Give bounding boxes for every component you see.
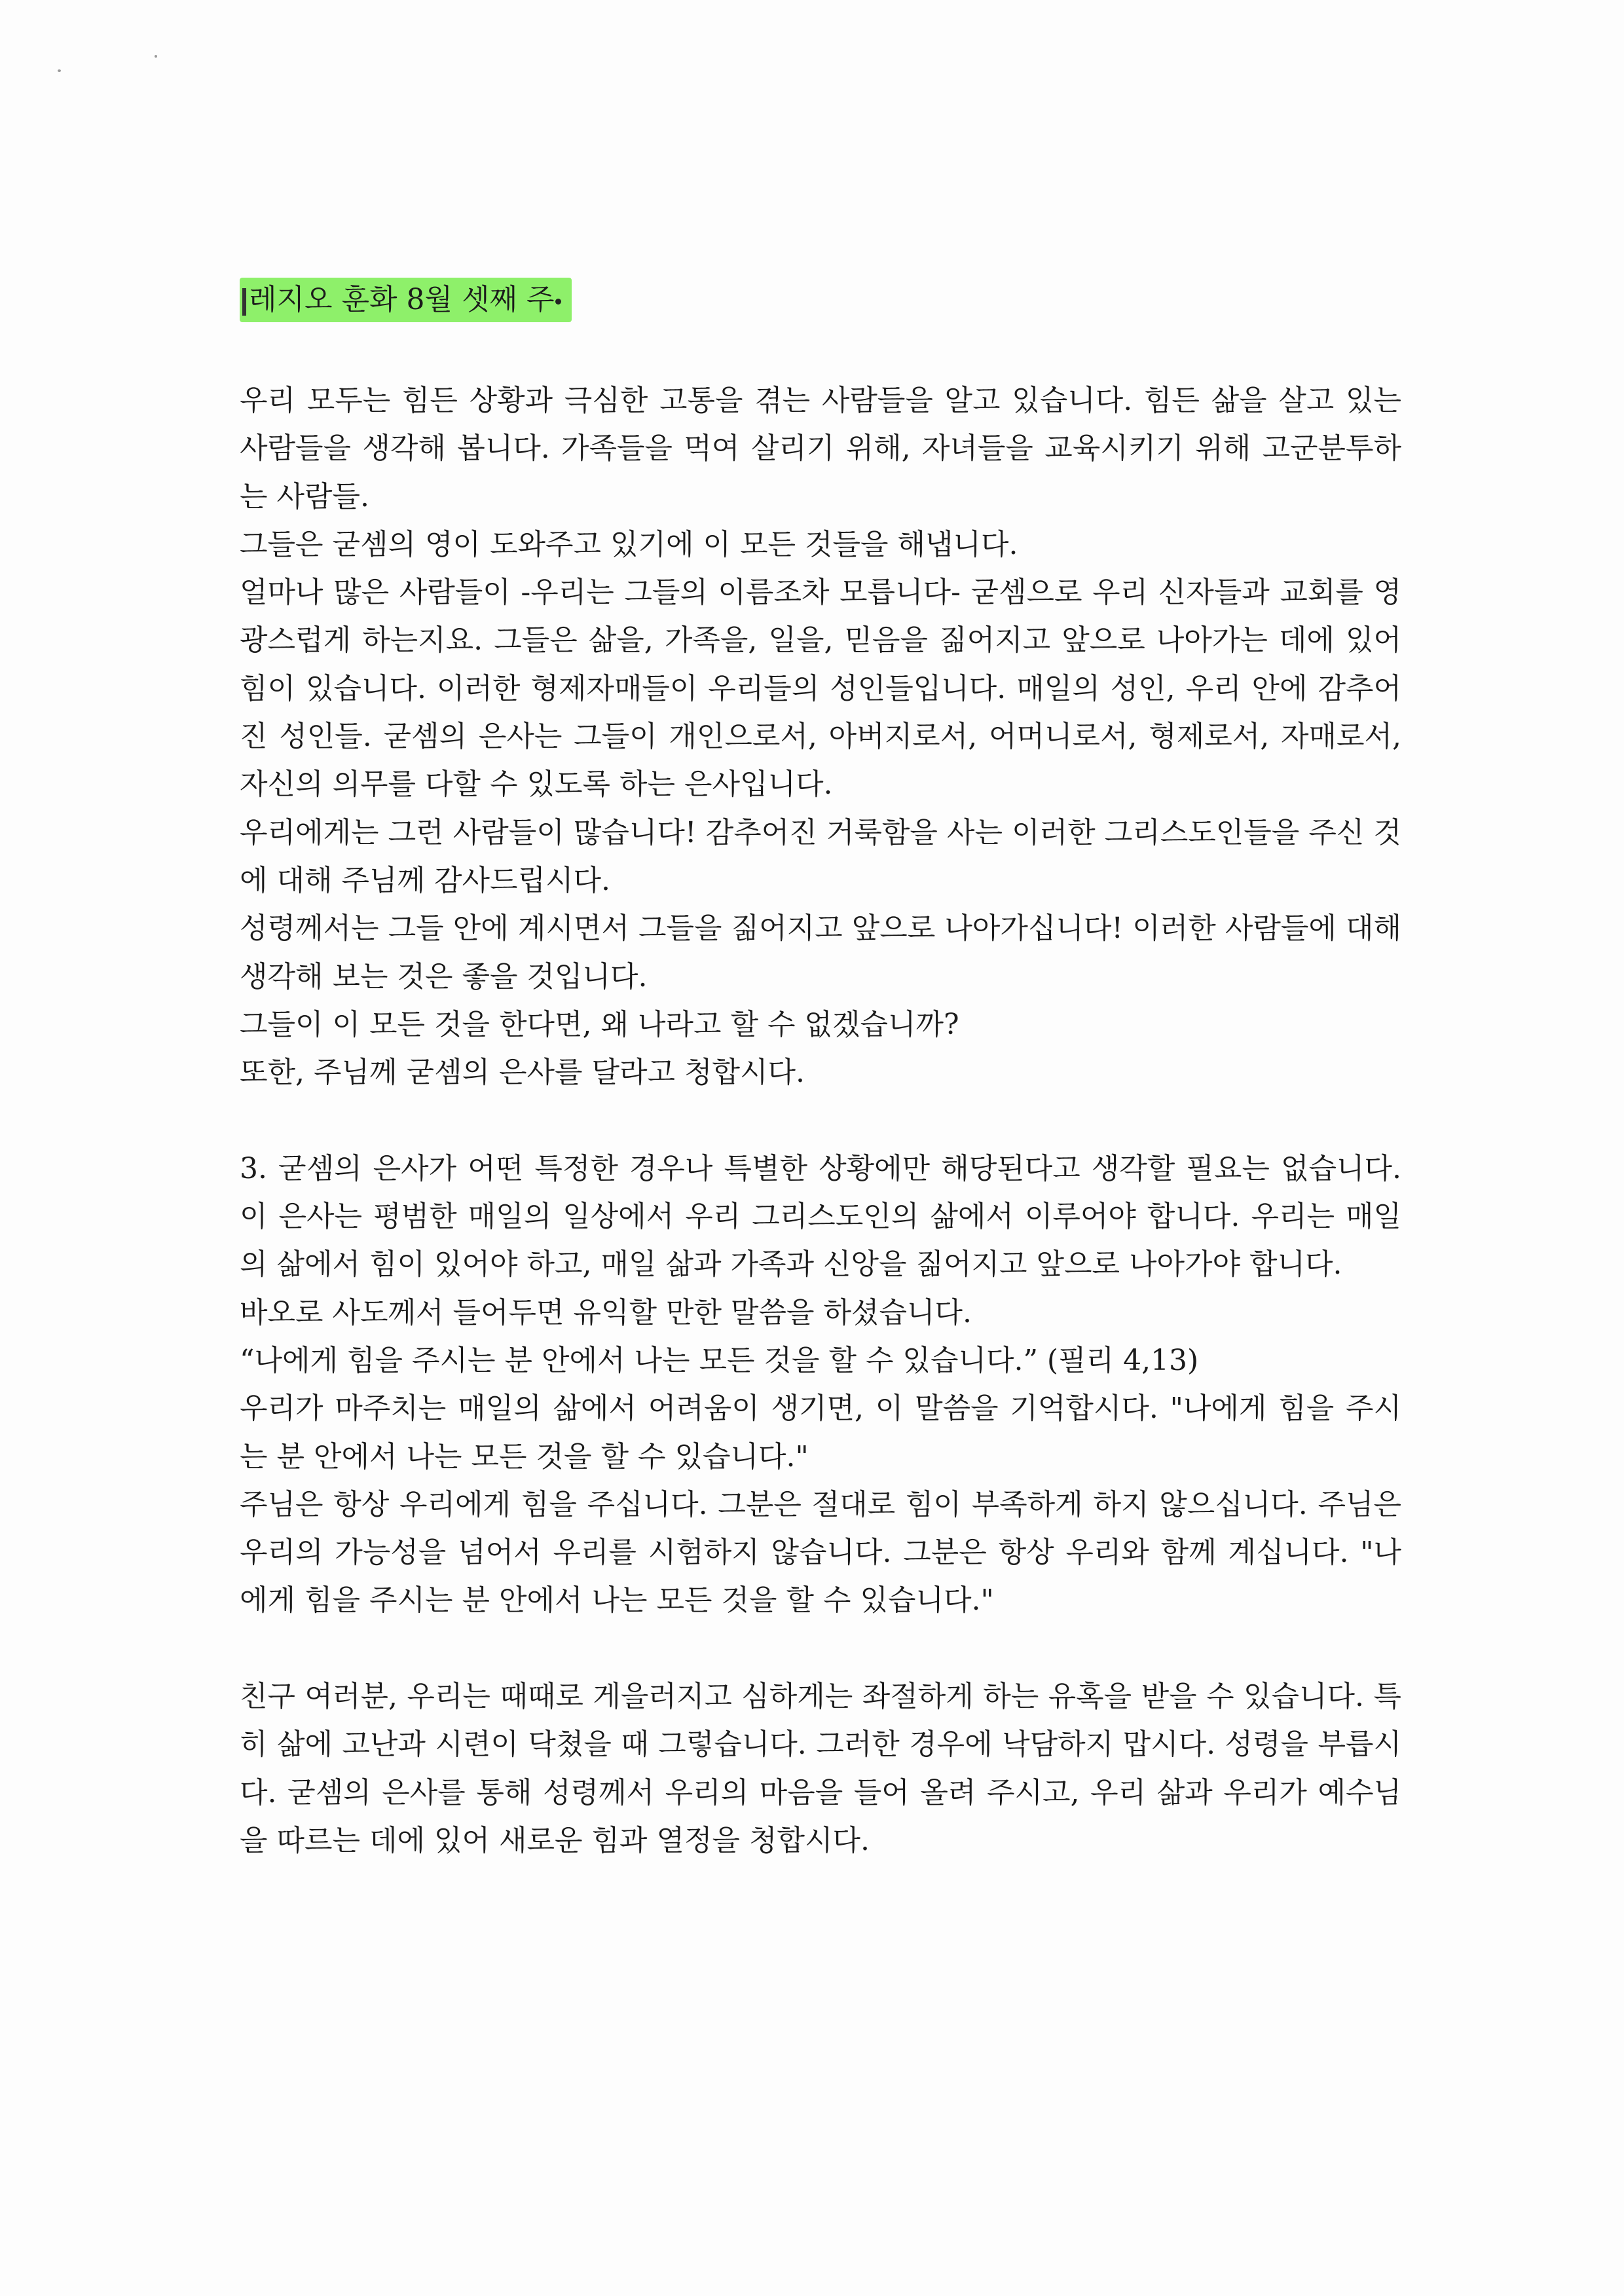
paragraph: 성령께서는 그들 안에 계시면서 그들을 짊어지고 앞으로 나아가십니다! 이러한 사람들에 대해 생각해 보는 것은 좋을 것입니다. — [240, 912, 1401, 993]
paragraph: 얼마나 많은 사람들이 -우리는 그들의 이름조차 모릅니다- 굳셈으로 우리 신자들과 교회를 영광스럽게 하는지요. 그들은 삶을, 가족을, 일을, 믿음을 짊어지고 앞으로 나아가는 데에 있어 힘이 있습니다. 이러한 형제자매들이 우리들의 성인들입니다. 매일의 성인, 우리 안에 감추어진 성인들. 굳셈의 은사는 그들이 개인으로서, 아버지로서, 어머니로서, 형제로서, 자매로서, 자신의 의무를 다할 수 있도록 하는 은사입니다. — [240, 576, 1401, 802]
paragraph: 친구 여러분, 우리는 때때로 게을러지고 심하게는 좌절하게 하는 유혹을 받을 수 있습니다. 특히 삶에 고난과 시련이 닥쳤을 때 그렇습니다. 그러한 경우에 낙담하지 맙시다. 성령을 부릅시다. 굳셈의 은사를 통해 성령께서 우리의 마음을 들어 올려 주시고, 우리 삶과 우리가 예수님을 따르는 데에 있어 새로운 힘과 열정을 청합시다. — [240, 1680, 1402, 1857]
scan-speck — [58, 69, 61, 72]
paragraph: 우리 모두는 힘든 상황과 극심한 고통을 겪는 사람들을 알고 있습니다. 힘든 삶을 살고 있는 사람들을 생각해 봅니다. 가족들을 먹여 살리기 위해, 자녀들을 교육시키기 위해 고군분투하는 사람들. — [240, 384, 1401, 513]
paragraph: 3. 굳셈의 은사가 어떤 특정한 경우나 특별한 상황에만 해당된다고 생각할 필요는 없습니다. 이 은사는 평범한 매일의 일상에서 우리 그리스도인의 삶에서 이루어야 합니다. 우리는 매일의 삶에서 힘이 있어야 하고, 매일 삶과 가족과 신앙을 짊어지고 앞으로 나아가야 합니다. — [240, 1151, 1401, 1282]
highlighted-title — [240, 278, 572, 322]
paragraph: 그들이 이 모든 것을 한다면, 왜 나라고 할 수 없겠습니까? — [240, 1007, 959, 1041]
paragraph: 또한, 주님께 굳셈의 은사를 달라고 청합시다. — [240, 1056, 805, 1090]
title-text: 레지오 훈화 8월 셋째 주 — [249, 283, 555, 316]
dot-mark-icon — [555, 299, 561, 305]
paragraph: 바오로 사도께서 들어두면 유익할 만한 말씀을 하셨습니다. — [240, 1295, 972, 1329]
paragraph: 우리에게는 그런 사람들이 많습니다! 감추어진 거룩함을 사는 이러한 그리스도인들을 주신 것에 대해 주님께 감사드립시다. — [240, 815, 1401, 897]
bracket-mark-icon — [242, 288, 246, 316]
paragraph: 주님은 항상 우리에게 힘을 주십니다. 그분은 절대로 힘이 부족하게 하지 않으십니다. 주님은 우리의 가능성을 넘어서 우리를 시험하지 않습니다. 그분은 항상 우리와 함께 계십니다. "나에게 힘을 주시는 분 안에서 나는 모든 것을 할 수 있습니다." — [240, 1487, 1401, 1618]
document-body — [240, 377, 1401, 1864]
paragraph: 우리가 마주치는 매일의 삶에서 어려움이 생기면, 이 말씀을 기억합시다. "나에게 힘을 주시는 분 안에서 나는 모든 것을 할 수 있습니다." — [240, 1392, 1401, 1473]
scan-speck — [155, 55, 157, 58]
paragraph: 그들은 굳셈의 영이 도와주고 있기에 이 모든 것들을 해냅니다. — [240, 527, 1018, 561]
quote: “나에게 힘을 주시는 분 안에서 나는 모든 것을 할 수 있습니다.” (필리 4,13) — [240, 1343, 1199, 1377]
